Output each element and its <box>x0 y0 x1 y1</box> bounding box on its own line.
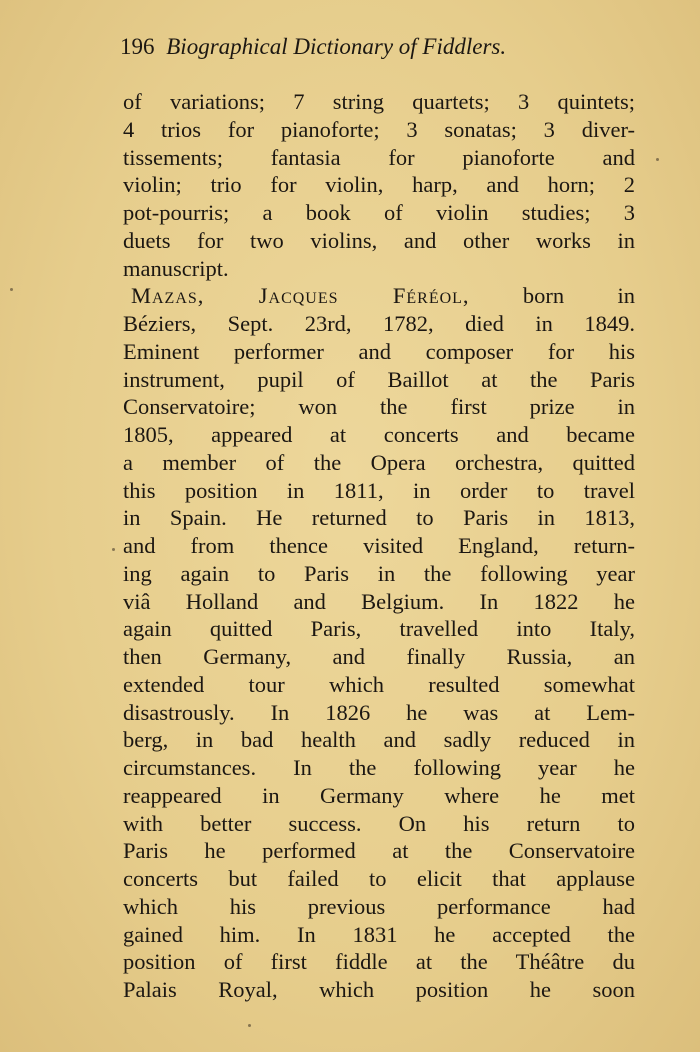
body-text <box>123 88 635 1004</box>
text-line: and from thence visited England, return- <box>123 533 635 558</box>
text-line: extended tour which resulted somewhat <box>123 671 635 697</box>
entry-name: Mazas, Jacques Féréol, <box>131 283 470 309</box>
text-line: this position in 1811, in order to travel <box>123 477 635 503</box>
text-line: concerts but failed to elicit that applause <box>123 866 635 891</box>
text-line: 1805, appeared at concerts and became <box>123 422 635 447</box>
text-line: violin; trio for violin, harp, and horn; 2 <box>123 172 635 198</box>
text-line: 4 trios for pianoforte; 3 sonatas; 3 diver- <box>123 116 635 142</box>
text-line: gained him. In 1831 he accepted the <box>123 921 635 947</box>
text-line: berg, in bad health and sadly reduced in <box>123 727 635 753</box>
paper-speck <box>656 158 659 161</box>
text-line: in Spain. He returned to Paris in 1813, <box>123 505 635 531</box>
text-line: circumstances. In the following year he <box>123 755 635 780</box>
text-line: of variations; 7 string quartets; 3 quintets; <box>123 89 635 114</box>
running-title: Biographical Dictionary of Fiddlers. <box>166 34 507 59</box>
text-line: position of first fiddle at the Théâtre du <box>123 949 635 975</box>
text-line: disastrously. In 1826 he was at Lem- <box>123 699 635 725</box>
entry-heading-tail: born in <box>522 283 635 309</box>
text-line: again quitted Paris, travelled into Italy, <box>123 616 635 642</box>
text-line: reappeared in Germany where he met <box>123 782 635 808</box>
text-line: Paris he performed at the Conservatoire <box>123 838 635 864</box>
text-line: pot-pourris; a book of violin studies; 3 <box>123 200 635 225</box>
text-line: which his previous performance had <box>123 893 635 919</box>
entry-heading-line <box>123 282 635 310</box>
text-line: then Germany, and finally Russia, an <box>123 644 635 669</box>
text-line: manuscript. <box>123 255 229 281</box>
paper-speck <box>112 548 115 551</box>
paper-speck <box>10 288 13 291</box>
text-line: duets for two violins, and other works in <box>123 227 635 253</box>
text-line: with better success. On his return to <box>123 810 635 836</box>
text-line: tissements; fantasia for pianoforte and <box>123 144 635 170</box>
text-line: instrument, pupil of Baillot at the Paris <box>123 366 635 392</box>
running-header <box>120 32 600 62</box>
page-number: 196 <box>120 34 155 59</box>
text-line: a member of the Opera orchestra, quitted <box>123 449 635 475</box>
text-line: Conservatoire; won the first prize in <box>123 394 635 420</box>
text-line: Béziers, Sept. 23rd, 1782, died in 1849. <box>123 311 635 336</box>
text-line: Eminent performer and composer for his <box>123 338 635 364</box>
paper-speck <box>248 1024 251 1027</box>
text-line: viâ Holland and Belgium. In 1822 he <box>123 588 635 614</box>
text-line: ing again to Paris in the following year <box>123 560 635 586</box>
text-line: Palais Royal, which position he soon <box>123 977 635 1002</box>
